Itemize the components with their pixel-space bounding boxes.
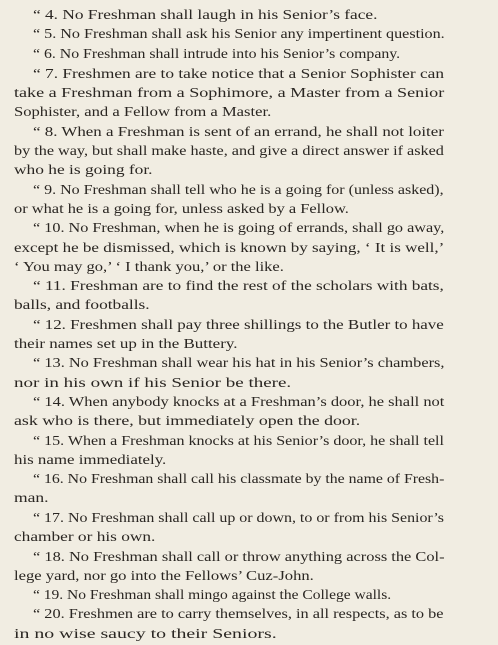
text-line: balls, and footballs. bbox=[14, 298, 150, 313]
text-line: “ 17. No Freshman shall call up or down, to or from his Senior’s bbox=[33, 511, 444, 526]
text-line: “ 20. Freshmen are to carry themselves, in all respects, as to be bbox=[33, 607, 444, 622]
text-line: take a Freshman from a Sophimore, a Master from a Senior bbox=[14, 86, 445, 101]
text-line: “ 19. No Freshman shall mingo against the College walls. bbox=[33, 588, 392, 603]
text-line: “ 16. No Freshman shall call his classmate by the name of Fresh- bbox=[33, 472, 445, 487]
text-line: “ 4. No Freshman shall laugh in his Senior’s face. bbox=[33, 8, 378, 23]
text-line: “ 5. No Freshman shall ask his Senior any impertinent question. bbox=[33, 27, 445, 42]
text-line: “ 18. No Freshman shall call or throw anything across the Col- bbox=[33, 550, 445, 565]
text-line: “ 11. Freshman are to find the rest of the scholars with bats, bbox=[33, 279, 444, 294]
text-line: lege yard, nor go into the Fellows’ Cuz-John. bbox=[14, 569, 314, 584]
text-line: who he is going for. bbox=[14, 163, 153, 178]
text-line: except he be dismissed, which is known by saying, ‘ It is well,’ bbox=[14, 241, 445, 256]
text-line: in no wise saucy to their Seniors. bbox=[14, 627, 277, 642]
text-line: man. bbox=[14, 491, 49, 506]
text-line: their names set up in the Buttery. bbox=[14, 337, 238, 352]
text-line: or what he is a going for, unless asked by a Fellow. bbox=[14, 202, 349, 217]
text-line: Sophister, and a Fellow from a Master. bbox=[14, 105, 272, 120]
text-line: “ 9. No Freshman shall tell who he is a going for (unless asked), bbox=[33, 183, 444, 198]
text-line: “ 7. Freshmen are to take notice that a Senior Sophister can bbox=[33, 67, 445, 82]
text-line: “ 8. When a Freshman is sent of an errand, he shall not loiter bbox=[33, 125, 444, 140]
text-line: his name immediately. bbox=[14, 453, 167, 468]
text-line: “ 14. When anybody knocks at a Freshman’s door, he shall not bbox=[33, 395, 445, 410]
text-line: “ 15. When a Freshman knocks at his Senior’s door, he shall tell bbox=[33, 434, 444, 449]
text-line: by the way, but shall make haste, and give a direct answer if asked bbox=[14, 144, 444, 159]
text-line: nor in his own if his Senior be there. bbox=[14, 376, 292, 391]
text-line: ask who is there, but immediately open the door. bbox=[14, 414, 361, 429]
text-line: “ 12. Freshmen shall pay three shillings to the Butler to have bbox=[33, 318, 444, 333]
text-line: ‘ You may go,’ ‘ I thank you,’ or the like. bbox=[14, 260, 284, 275]
text-line: “ 6. No Freshman shall intrude into his Senior’s company. bbox=[33, 47, 401, 62]
text-line: chamber or his own. bbox=[14, 530, 156, 545]
text-line: “ 13. No Freshman shall wear his hat in his Senior’s chambers, bbox=[33, 356, 445, 371]
text-line: “ 10. No Freshman, when he is going of errands, shall go away, bbox=[33, 221, 445, 236]
